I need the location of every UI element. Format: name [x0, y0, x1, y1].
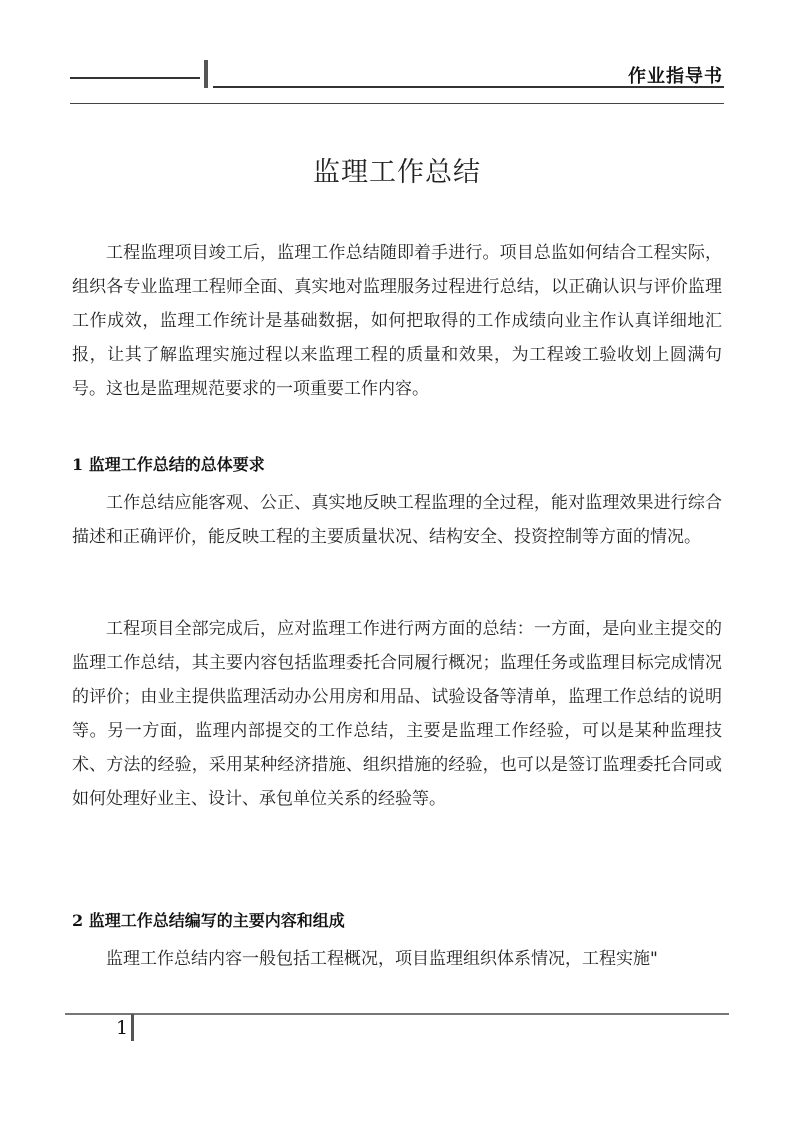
header-separator-mark: [204, 60, 208, 88]
footer-separator-mark: [131, 1014, 134, 1041]
section-1-paragraph-1: 工作总结应能客观、公正、真实地反映工程监理的全过程，能对监理效果进行综合描述和正确评价，能反映工程的主要质量状况、结构安全、投资控制等方面的情况。: [72, 493, 722, 547]
header-title: 作业指导书: [628, 66, 723, 87]
page-number: 1: [116, 1017, 129, 1039]
intro-paragraph: 工程监理项目竣工后，监理工作总结随即着手进行。项目总监如何结合工程实际，组织各专业监理工程师全面、真实地对监理服务过程进行总结，以正确认识与评价监理工作成效，监理工作统计是基础数据，如何把取得的工作成绩向业主作认真详细地汇报，让其了解监理实施过程以来监理工程的质量和效果，为工程竣工验收划上圆满句号。这也是监理规范要求的一项重要工作内容。: [72, 243, 722, 399]
header-bottom-rule: [70, 103, 724, 104]
footer-rule: [65, 1013, 729, 1015]
section-1-paragraph-2: 工程项目全部完成后，应对监理工作进行两方面的总结：一方面，是向业主提交的监理工作总结，其主要内容包括监理委托合同履行概况；监理任务或监理目标完成情况的评价；由业主提供监理活动办公用房和用品、试验设备等清单，监理工作总结的说明等。另一方面，监理内部提交的工作总结，主要是监理工作经验，可以是某种监理技术、方法的经验，采用某种经济措施、组织措施的经验，也可以是签订监理委托合同或如何处理好业主、设计、承包单位关系的经验等。: [72, 619, 722, 809]
section-2-paragraph-1: 监理工作总结内容一般包括工程概况，项目监理组织体系情况，工程实施": [106, 949, 658, 969]
document-title: 监理工作总结: [313, 157, 481, 188]
section-1-heading: 1 监理工作总结的总体要求: [72, 455, 265, 474]
section-2-heading: 2 监理工作总结编写的主要内容和组成: [72, 911, 345, 930]
header-left-rule: [70, 77, 200, 79]
